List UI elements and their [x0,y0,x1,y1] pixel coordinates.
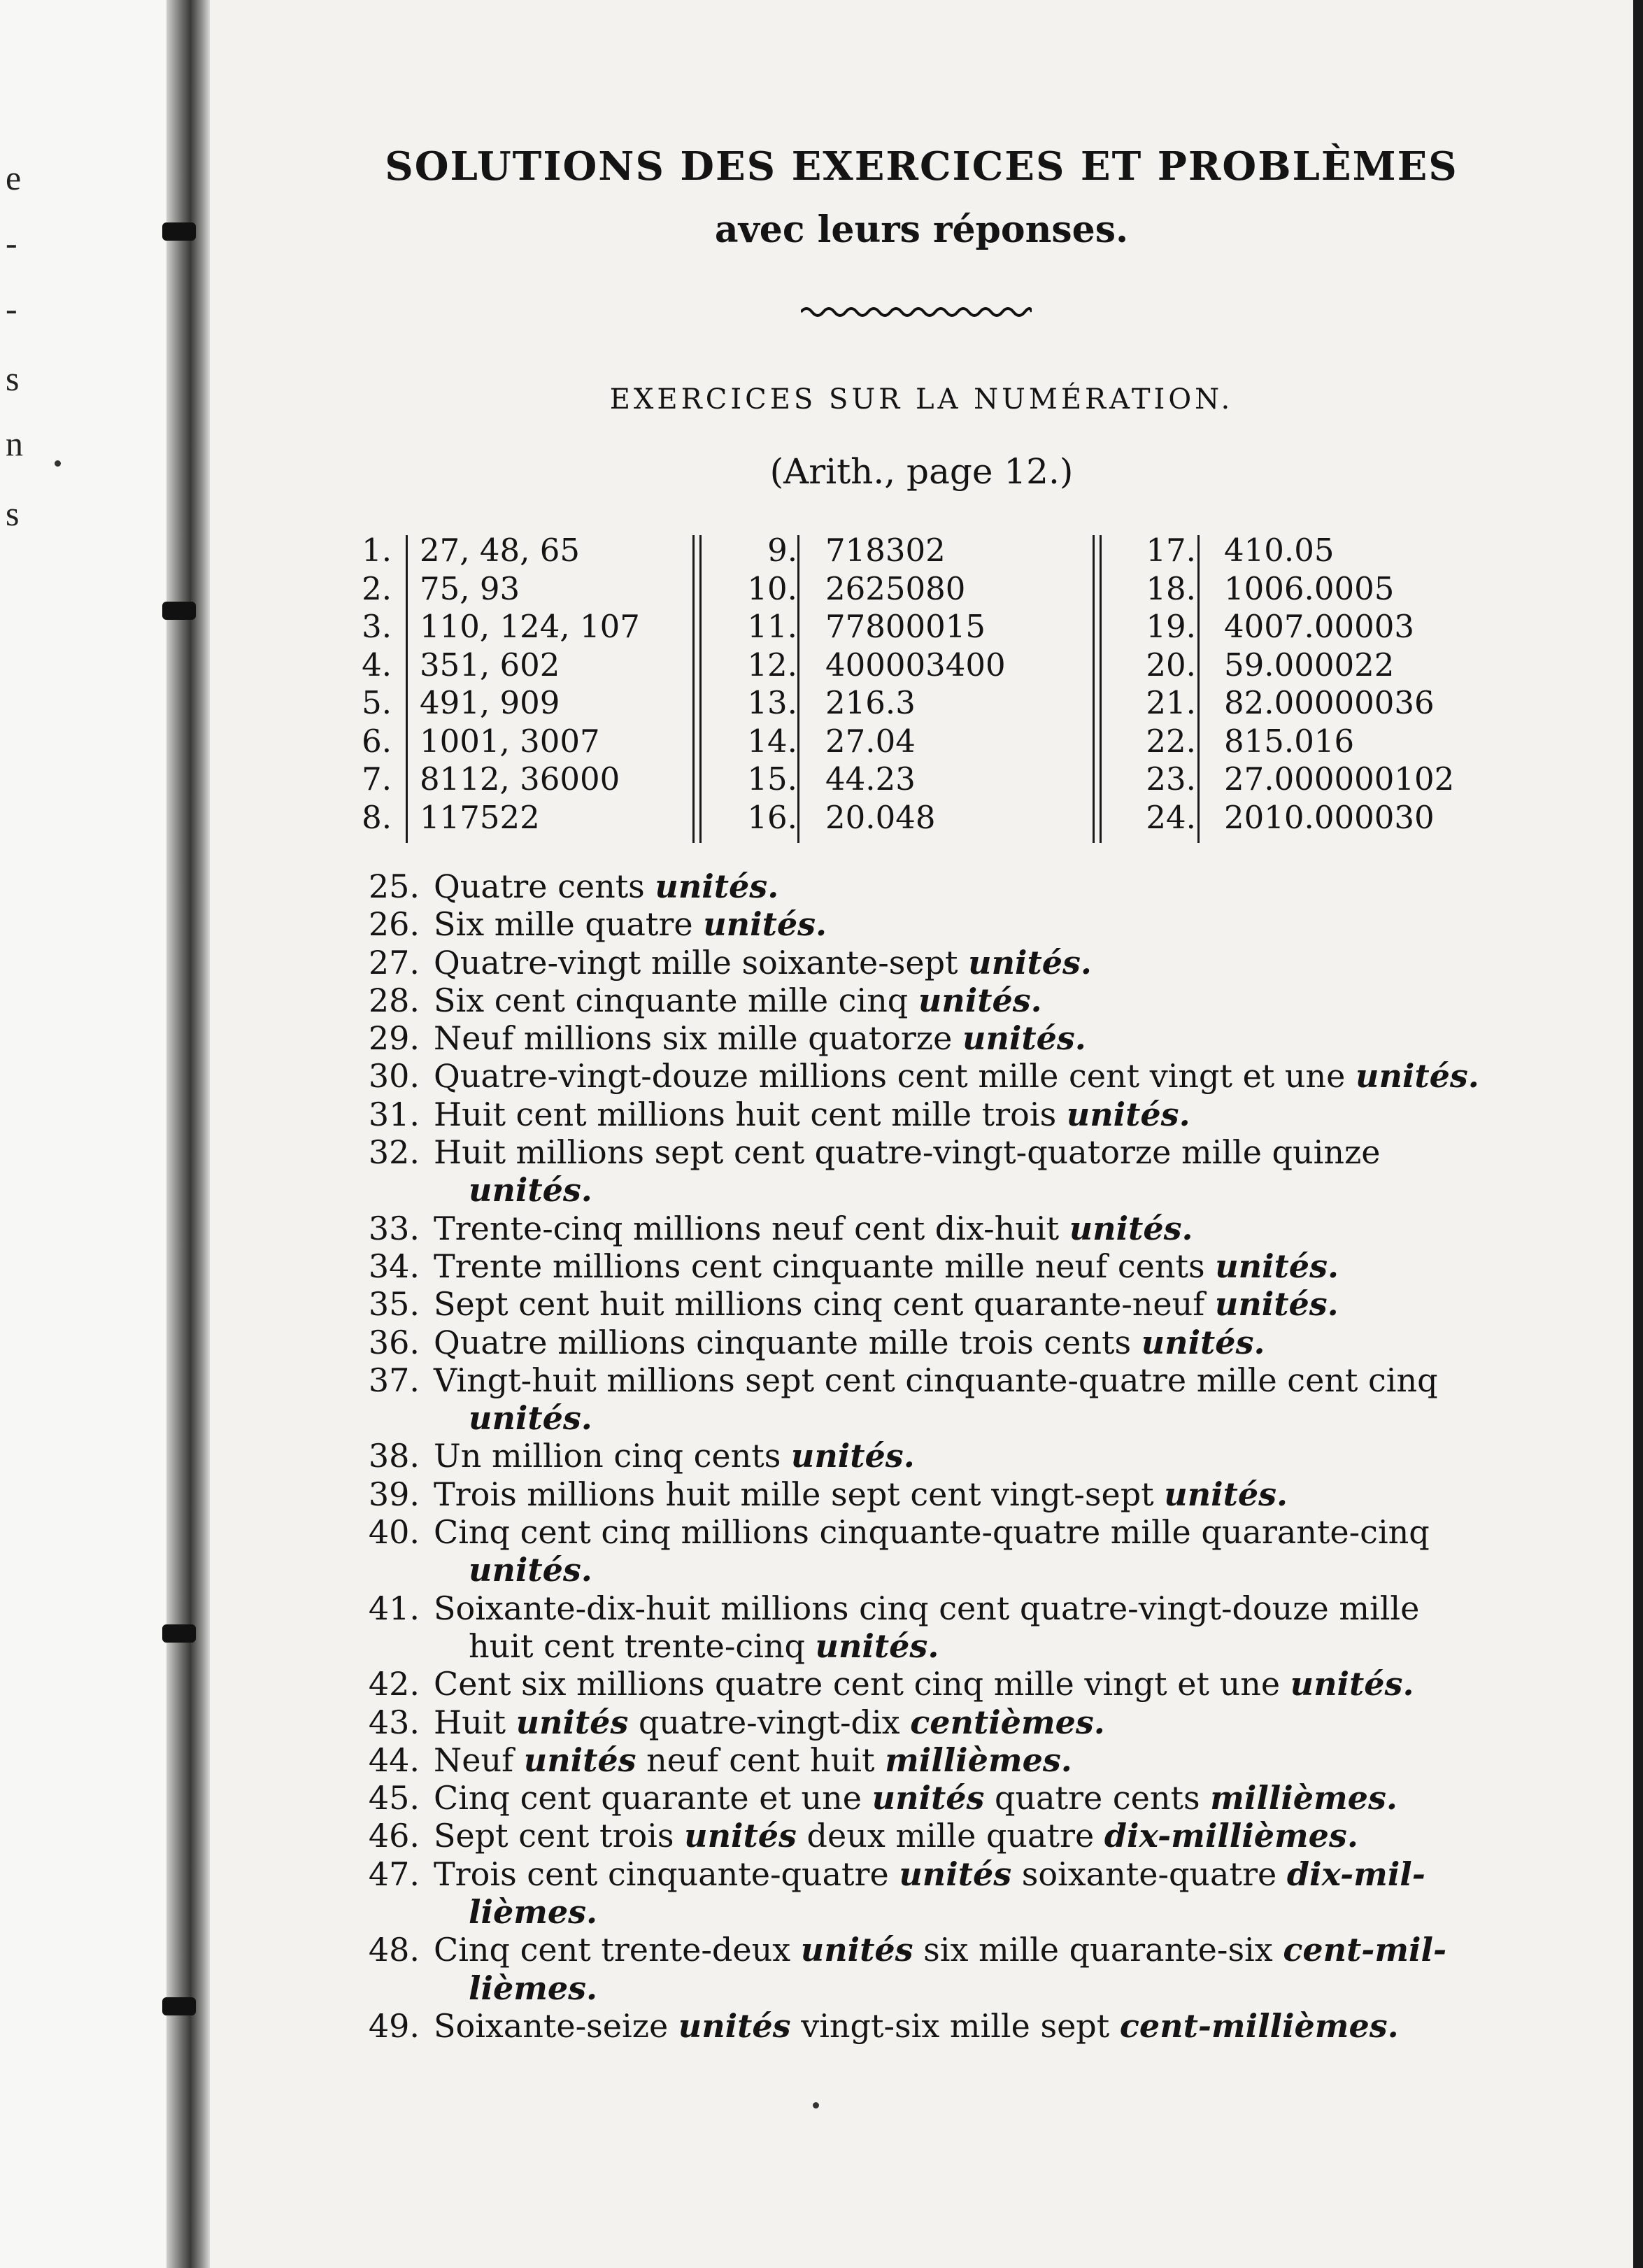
emphasized-unit: unités [899,1855,1012,1893]
answer-text: Un million cinq cents unités. [434,1437,915,1475]
exercise-answer: 4007.00003 [1224,608,1414,645]
answer-text [455,1171,592,1209]
answer-text: Sept cent huit millions cinq cent quarante-neuf unités. [434,1285,1339,1324]
answer-row [350,532,640,570]
answer-item [364,1019,1609,1057]
answer-text: Cinq cent trente-deux unités six mille quarante-six cent-mil- [434,1931,1447,1969]
exercise-number: 41. [368,1589,420,1627]
answer-text: Soixante-seize unités vingt-six mille sept cent-millièmes. [434,2006,1399,2045]
answer-item [364,905,1609,943]
exercise-answer: 351, 602 [420,646,560,683]
exercise-answer: 1006.0005 [1224,569,1395,607]
answer-item [364,1210,1609,1247]
emphasized-unit: unités [872,1779,985,1817]
wavy-ornament-icon [801,299,1032,320]
answer-row [350,723,640,761]
exercise-number: 16. [747,798,797,836]
answer-item-continuation [364,1969,1609,2007]
exercise-answer: 44.23 [825,760,916,798]
answer-text [455,1551,592,1589]
answer-item [364,1931,1609,1969]
exercise-number: 28. [368,981,420,1019]
exercise-answer: 1001, 3007 [420,722,600,760]
exercise-number: 5. [362,684,392,721]
answer-item-continuation [364,1627,1609,1665]
exercise-number: 30. [368,1057,420,1096]
exercise-answer: 410.05 [1224,532,1335,569]
column-rule [1100,535,1102,843]
answer-text: Cent six millions quatre cent cinq mille vingt et une unités. [434,1665,1414,1703]
answer-item [364,1855,1609,1893]
exercise-answer: 27.000000102 [1224,760,1455,798]
answer-text: Quatre cents unités. [434,867,779,905]
exercise-number: 23. [1146,760,1196,798]
emphasized-unit: dix-mil- [1286,1855,1425,1893]
exercise-answer: 27.04 [825,722,916,760]
answer-item [364,1057,1609,1095]
answer-text: Trente-cinq millions neuf cent dix-huit unités. [434,1209,1193,1247]
answer-row [350,570,640,609]
exercise-number: 24. [1146,798,1196,836]
answer-text: Trois millions huit mille sept cent vingt-sept unités. [434,1475,1288,1513]
emphasized-unit: millièmes. [885,1741,1072,1779]
exercise-answer: 8112, 36000 [420,760,620,798]
exercise-number: 4. [362,646,392,683]
emphasized-unit: cent-mil- [1283,1931,1447,1969]
answer-text [455,1969,597,2007]
book-binding [166,0,210,2268]
answer-item [364,1096,1609,1133]
answer-row [1119,799,1454,837]
emphasized-unit: lièmes. [469,1969,598,2007]
answer-item-continuation [364,1551,1609,1589]
page-edge [1633,0,1643,2268]
emphasized-unit: unités. [1141,1323,1265,1361]
exercise-number: 21. [1146,684,1196,721]
answer-text: Trois cent cinquante-quatre unités soixante-quatre dix-mil- [434,1855,1425,1893]
emphasized-unit: unités. [1356,1057,1479,1096]
emphasized-unit: unités. [1164,1475,1288,1513]
answer-item [364,867,1609,905]
answer-item [364,1779,1609,1817]
page-reference: (Arith., page 12.) [769,451,1074,492]
emphasized-unit: unités [515,1703,629,1741]
answer-item [364,1741,1609,1779]
answer-item [364,1475,1609,1513]
emphasized-unit: unités. [1066,1095,1190,1133]
answer-text: Huit cent millions huit cent mille trois unités. [434,1095,1190,1133]
answer-text: Quatre-vingt-douze millions cent mille cent vingt et une unités. [434,1057,1479,1096]
binding-stitch [162,1997,196,2015]
exercise-number: 44. [368,1741,420,1779]
exercise-answer: 59.000022 [1224,646,1395,683]
exercise-answer: 27, 48, 65 [420,532,580,569]
answer-item [364,1703,1609,1741]
answer-item-continuation [364,1171,1609,1209]
answer-item [364,1285,1609,1323]
exercise-number: 45. [368,1779,420,1817]
emphasized-unit: dix-millièmes. [1104,1817,1358,1855]
exercise-number: 14. [747,722,797,760]
emphasized-unit: unités [800,1931,913,1969]
answer-row [720,532,1006,570]
previous-page-margin [0,0,185,2268]
exercise-answer: 718302 [825,532,946,569]
answer-row [1119,723,1454,761]
answer-text: Neuf millions six mille quatorze unités. [434,1019,1086,1058]
answers-column-2 [720,532,1006,837]
margin-fragment: - [6,223,17,262]
column-rule [406,535,408,843]
emphasized-unit: unités. [1215,1247,1339,1285]
answer-row [350,608,640,646]
emphasized-unit: unités. [469,1399,592,1438]
emphasized-unit: unités. [918,981,1042,1019]
answer-item [364,2007,1609,2045]
emphasized-unit: unités [684,1817,797,1855]
answers-list [364,867,1609,2045]
page [210,0,1633,2268]
exercise-number: 2. [362,569,392,607]
page-title: SOLUTIONS DES EXERCICES ET PROBLÈMES [385,143,1458,190]
answer-row [350,760,640,799]
exercise-number: 43. [368,1703,420,1741]
margin-fragment: s [6,359,20,398]
emphasized-unit: unités. [1069,1209,1193,1247]
answer-text: Cinq cent quarante et une unités quatre cents millièmes. [434,1779,1397,1817]
answer-row [350,799,640,837]
answer-row [1119,684,1454,723]
emphasized-unit: unités. [469,1171,592,1210]
answer-row [350,646,640,685]
emphasized-unit: unités. [815,1626,939,1665]
exercise-number: 26. [368,905,420,944]
emphasized-unit: centièmes. [910,1703,1105,1741]
exercise-number: 12. [747,646,797,683]
answers-column-3 [1119,532,1454,837]
exercise-answer: 20.048 [825,798,936,836]
column-rule [692,535,695,843]
answer-row [720,646,1006,685]
exercise-answer: 815.016 [1224,722,1355,760]
exercise-answer: 491, 909 [420,684,560,721]
emphasized-unit: unités. [790,1437,915,1475]
exercise-answer: 117522 [420,798,540,836]
exercise-number: 32. [368,1133,420,1172]
exercise-number: 46. [368,1817,420,1855]
exercise-answer: 75, 93 [420,569,520,607]
emphasized-unit: unités. [469,1551,592,1589]
answer-text: Neuf unités neuf cent huit millièmes. [434,1741,1072,1779]
answer-text: Quatre millions cinquante mille trois cents unités. [434,1323,1265,1361]
answer-row [720,570,1006,609]
exercise-number: 36. [368,1323,420,1361]
exercise-number: 22. [1146,722,1196,760]
answer-item [364,1513,1609,1551]
answer-text: Trente millions cent cinquante mille neuf cents unités. [434,1247,1339,1285]
answer-text [455,1399,592,1437]
exercise-answer: 82.00000036 [1224,684,1435,721]
answer-row [720,760,1006,799]
answer-text [455,1893,597,1931]
exercise-number: 34. [368,1247,420,1285]
margin-dot [55,460,61,467]
answer-row [720,799,1006,837]
exercise-number: 37. [368,1361,420,1399]
exercise-number: 48. [368,1931,420,1969]
exercise-number: 49. [368,2006,420,2045]
column-rule [797,535,799,843]
answer-text: Sept cent trois unités deux mille quatre dix-millièmes. [434,1817,1358,1855]
exercise-number: 19. [1146,608,1196,645]
margin-fragment: n [6,424,23,463]
margin-fragment: e [6,158,22,197]
answer-row [350,684,640,723]
answer-row [1119,608,1454,646]
page-subtitle: avec leurs réponses. [714,208,1129,251]
answer-text: Cinq cent cinq millions cinquante-quatre mille quarante-cinq [434,1513,1430,1552]
exercise-answer: 77800015 [825,608,986,645]
exercise-number: 8. [362,798,392,836]
emphasized-unit: millièmes. [1210,1779,1397,1817]
exercise-number: 6. [362,722,392,760]
answer-item [364,1589,1609,1627]
exercise-answer: 2625080 [825,569,966,607]
answer-item [364,1247,1609,1285]
answer-item [364,1324,1609,1361]
emphasized-unit: unités [678,2006,791,2045]
page-dot [813,2102,819,2108]
margin-fragment: - [6,289,17,328]
section-heading: EXERCICES SUR LA NUMÉRATION. [609,383,1234,416]
exercise-number: 31. [368,1095,420,1133]
exercise-number: 39. [368,1475,420,1513]
answer-item [364,1133,1609,1171]
exercise-number: 20. [1146,646,1196,683]
answer-text: Huit unités quatre-vingt-dix centièmes. [434,1703,1105,1741]
exercise-number: 33. [368,1209,420,1247]
exercise-number: 25. [368,867,420,905]
exercise-number: 27. [368,943,420,981]
exercise-number: 15. [747,760,797,798]
emphasized-unit: unités. [703,905,827,944]
exercise-answer: 2010.000030 [1224,798,1435,836]
answer-text: Quatre-vingt mille soixante-sept unités. [434,943,1092,981]
answer-text: Vingt-huit millions sept cent cinquante-quatre mille cent cinq [434,1361,1438,1399]
answer-item [364,1665,1609,1703]
exercise-number: 11. [747,608,797,645]
answer-row [1119,570,1454,609]
binding-stitch [162,1624,196,1643]
exercise-number: 1. [362,532,392,569]
exercise-answer: 400003400 [825,646,1006,683]
exercise-number: 40. [368,1513,420,1552]
answers-column-1 [350,532,640,837]
column-rule [1093,535,1095,843]
answer-text: Six mille quatre unités. [434,905,827,944]
exercise-number: 17. [1146,532,1196,569]
answer-text: Six cent cinquante mille cinq unités. [434,981,1042,1019]
emphasized-unit: cent-millièmes. [1119,2006,1399,2045]
exercise-number: 35. [368,1285,420,1324]
emphasized-unit: lièmes. [469,1893,598,1932]
exercise-number: 13. [747,684,797,721]
answer-text: Huit millions sept cent quatre-vingt-quatorze mille quinze [434,1133,1381,1172]
column-rule [699,535,702,843]
exercise-number: 10. [747,569,797,607]
exercise-number: 18. [1146,569,1196,607]
emphasized-unit: unités. [1214,1285,1339,1324]
emphasized-unit: unités [523,1741,636,1779]
answer-item-continuation [364,1399,1609,1437]
answer-item-continuation [364,1893,1609,1931]
answer-row [1119,532,1454,570]
binding-stitch [162,602,196,620]
answer-item [364,1437,1609,1475]
answer-item [364,1817,1609,1855]
answer-row [720,684,1006,723]
emphasized-unit: unités. [1290,1665,1414,1703]
answer-row [1119,646,1454,685]
exercise-number: 3. [362,608,392,645]
answer-text: Soixante-dix-huit millions cinq cent quatre-vingt-douze mille [434,1589,1420,1627]
exercise-number: 47. [368,1855,420,1893]
answer-item [364,944,1609,981]
answer-item [364,1361,1609,1399]
exercise-answer: 216.3 [825,684,916,721]
exercise-number: 42. [368,1665,420,1703]
answer-row [1119,760,1454,799]
emphasized-unit: unités. [962,1019,1086,1058]
margin-fragment: s [6,494,20,533]
binding-stitch [162,222,196,241]
exercise-number: 9. [767,532,797,569]
column-rule [1197,535,1200,843]
exercise-number: 7. [362,760,392,798]
answer-row [720,723,1006,761]
exercise-number: 38. [368,1437,420,1475]
exercise-number: 29. [368,1019,420,1058]
emphasized-unit: unités. [968,943,1092,981]
answer-text: huit cent trente-cinq unités. [469,1626,939,1665]
emphasized-unit: unités. [655,867,779,905]
answer-item [364,981,1609,1019]
answer-row [720,608,1006,646]
exercise-answer: 110, 124, 107 [420,608,640,645]
